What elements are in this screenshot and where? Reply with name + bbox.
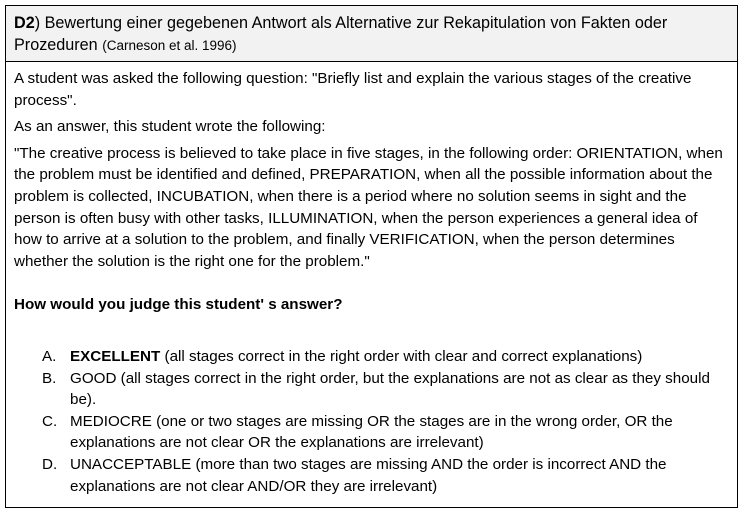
table-header: [6, 6, 737, 62]
option-label: UNACCEPTABLE: [70, 455, 192, 473]
answer-lead: As an answer, this student wrote the following:: [14, 118, 326, 136]
answer-options: [14, 346, 729, 497]
option-label: MEDIOCRE: [70, 412, 152, 430]
option-letter: B.: [42, 369, 57, 387]
header-citation: (Carneson et al. 1996): [102, 38, 237, 53]
option-text: (more than two stages are missing AND the order is incorrect AND the explanations are not clear AND/OR they are irrelevant): [70, 455, 667, 495]
option-letter: C.: [42, 412, 58, 430]
judge-question: How would you judge this student' s answer?: [14, 296, 343, 314]
option-d[interactable]: [14, 454, 729, 497]
option-a[interactable]: [14, 346, 729, 368]
option-text: (all stages correct in the right order with clear and correct explanations): [160, 347, 643, 365]
option-label: EXCELLENT: [70, 347, 161, 365]
item-code: D2: [14, 14, 35, 32]
option-letter: D.: [42, 455, 58, 473]
header-title: ) Bewertung einer gegebenen Antwort als Alternative zur Rekapitulation von Fakten oder Prozeduren: [14, 14, 668, 54]
option-b[interactable]: [14, 368, 729, 411]
option-letter: A.: [42, 347, 57, 365]
option-text: (one or two stages are missing OR the stages are in the wrong order, OR the explanations are not clear OR the explanations are irrelevant): [70, 412, 673, 452]
intro-text: A student was asked the following question: "Briefly list and explain the various stages of the creative process".: [14, 70, 692, 109]
student-answer: "The creative process is believed to take place in five stages, in the following order: ORIENTATION, when the problem must be identified and defined, PREPARATION, when all the possible information about the problem is collected, INCUBATION, when there is a period where no solution seems in sight and the person is often busy with other tasks, ILLUMINATION, when the person experiences a general idea of how to arrive at a solution to the problem, and finally VERIFICATION, when the person determines whether the solution is the right one for the problem.": [14, 144, 723, 270]
option-label: GOOD: [70, 369, 117, 387]
option-c[interactable]: [14, 411, 729, 454]
option-text: (all stages correct in the right order, but the explanations are not as clear as they should be).: [70, 369, 710, 409]
question-table: [5, 5, 738, 508]
table-body: [6, 62, 737, 497]
